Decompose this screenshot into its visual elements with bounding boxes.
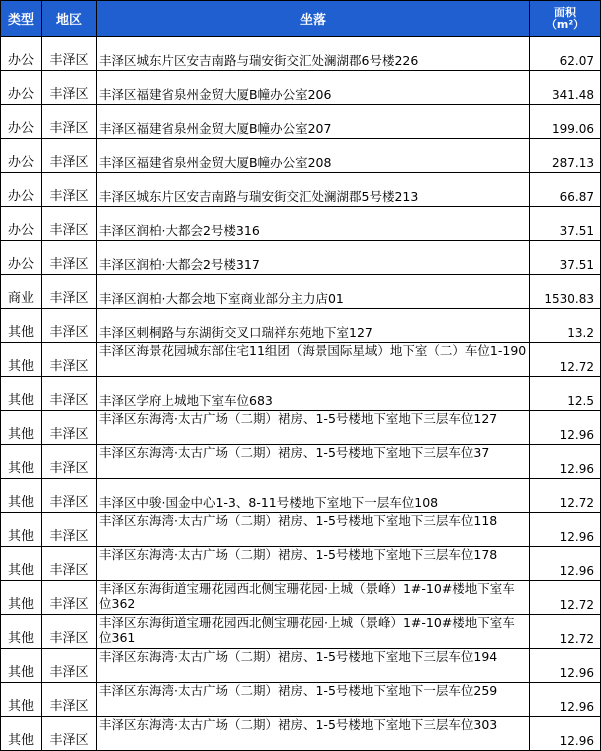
header-row <box>1 1 601 37</box>
cell-district[interactable]: 丰泽区 <box>42 649 97 683</box>
cell-type[interactable]: 其他 <box>1 717 42 751</box>
cell-location[interactable]: 丰泽区东海街道宝珊花园西北侧宝珊花园·上城（景峰）1#-10#楼地下室车位361 <box>97 615 530 649</box>
cell-type[interactable]: 其他 <box>1 683 42 717</box>
cell-type[interactable]: 办公 <box>1 71 42 105</box>
table-row <box>1 649 601 683</box>
table-row <box>1 173 601 207</box>
cell-area[interactable]: 12.72 <box>530 581 601 615</box>
cell-location[interactable]: 丰泽区润柏·大都会2号楼316 <box>97 207 530 241</box>
cell-location[interactable]: 丰泽区东海湾·太古广场（二期）裙房、1-5号楼地下室地下三层车位37 <box>97 445 530 479</box>
cell-district[interactable]: 丰泽区 <box>42 445 97 479</box>
cell-district[interactable]: 丰泽区 <box>42 513 97 547</box>
cell-area[interactable]: 12.96 <box>530 547 601 581</box>
cell-district[interactable]: 丰泽区 <box>42 343 97 377</box>
cell-type[interactable]: 其他 <box>1 615 42 649</box>
cell-area[interactable]: 1530.83 <box>530 275 601 309</box>
cell-location[interactable]: 丰泽区东海街道宝珊花园西北侧宝珊花园·上城（景峰）1#-10#楼地下室车位362 <box>97 581 530 615</box>
cell-location[interactable]: 丰泽区城东片区安吉南路与瑞安街交汇处澜湖郡5号楼213 <box>97 173 530 207</box>
cell-type[interactable]: 其他 <box>1 479 42 513</box>
cell-location[interactable]: 丰泽区东海湾·太古广场（二期）裙房、1-5号楼地下室地下三层车位178 <box>97 547 530 581</box>
cell-district[interactable]: 丰泽区 <box>42 105 97 139</box>
cell-type[interactable]: 办公 <box>1 241 42 275</box>
cell-location[interactable]: 丰泽区中骏·国金中心1-3、8-11号楼地下室地下一层车位108 <box>97 479 530 513</box>
table-row <box>1 547 601 581</box>
cell-area[interactable]: 287.13 <box>530 139 601 173</box>
cell-district[interactable]: 丰泽区 <box>42 309 97 343</box>
cell-area[interactable]: 12.72 <box>530 479 601 513</box>
cell-location[interactable]: 丰泽区东海湾·太古广场（二期）裙房、1-5号楼地下室地下三层车位118 <box>97 513 530 547</box>
cell-location[interactable]: 丰泽区福建省泉州金贸大厦B幢办公室206 <box>97 71 530 105</box>
cell-location[interactable]: 丰泽区刺桐路与东湖街交叉口瑞祥东苑地下室127 <box>97 309 530 343</box>
cell-district[interactable]: 丰泽区 <box>42 479 97 513</box>
cell-location[interactable]: 丰泽区润柏·大都会2号楼317 <box>97 241 530 275</box>
cell-area[interactable]: 12.96 <box>530 649 601 683</box>
cell-district[interactable]: 丰泽区 <box>42 207 97 241</box>
table-row <box>1 207 601 241</box>
cell-area[interactable]: 12.72 <box>530 615 601 649</box>
table-row <box>1 71 601 105</box>
table-row <box>1 615 601 649</box>
table-row <box>1 411 601 445</box>
cell-area[interactable]: 12.96 <box>530 445 601 479</box>
header-area-unit: （m²） <box>545 17 585 31</box>
cell-district[interactable]: 丰泽区 <box>42 275 97 309</box>
cell-type[interactable]: 其他 <box>1 513 42 547</box>
table-body <box>1 37 601 751</box>
cell-district[interactable]: 丰泽区 <box>42 683 97 717</box>
cell-type[interactable]: 其他 <box>1 343 42 377</box>
table-row <box>1 445 601 479</box>
cell-type[interactable]: 其他 <box>1 649 42 683</box>
cell-district[interactable]: 丰泽区 <box>42 71 97 105</box>
cell-area[interactable]: 37.51 <box>530 241 601 275</box>
table-row <box>1 37 601 71</box>
table-row <box>1 581 601 615</box>
cell-district[interactable]: 丰泽区 <box>42 241 97 275</box>
cell-type[interactable]: 其他 <box>1 445 42 479</box>
table-row <box>1 343 601 377</box>
cell-type[interactable]: 办公 <box>1 207 42 241</box>
cell-type[interactable]: 其他 <box>1 377 42 411</box>
cell-type[interactable]: 办公 <box>1 139 42 173</box>
table-header <box>1 1 601 37</box>
cell-district[interactable]: 丰泽区 <box>42 547 97 581</box>
cell-area[interactable]: 37.51 <box>530 207 601 241</box>
cell-area[interactable]: 199.06 <box>530 105 601 139</box>
header-area-label: 面积 <box>554 5 576 19</box>
cell-location[interactable]: 丰泽区海景花园城东部住宅11组团（海景国际星域）地下室（二）车位1-190 <box>97 343 530 377</box>
cell-area[interactable]: 12.96 <box>530 683 601 717</box>
cell-district[interactable]: 丰泽区 <box>42 37 97 71</box>
header-type: 类型 <box>1 1 42 37</box>
cell-district[interactable]: 丰泽区 <box>42 717 97 751</box>
cell-district[interactable]: 丰泽区 <box>42 173 97 207</box>
cell-area[interactable]: 66.87 <box>530 173 601 207</box>
table-row <box>1 105 601 139</box>
cell-location[interactable]: 丰泽区学府上城地下室车位683 <box>97 377 530 411</box>
cell-type[interactable]: 其他 <box>1 411 42 445</box>
cell-location[interactable]: 丰泽区东海湾·太古广场（二期）裙房、1-5号楼地下室地下一层车位259 <box>97 683 530 717</box>
table-row <box>1 241 601 275</box>
cell-type[interactable]: 其他 <box>1 309 42 343</box>
table-row <box>1 309 601 343</box>
cell-area[interactable]: 13.2 <box>530 309 601 343</box>
cell-district[interactable]: 丰泽区 <box>42 139 97 173</box>
cell-type[interactable]: 办公 <box>1 173 42 207</box>
table-row <box>1 275 601 309</box>
table-row <box>1 683 601 717</box>
header-location: 坐落 <box>97 1 530 37</box>
header-area <box>530 1 601 37</box>
table-row <box>1 479 601 513</box>
cell-district[interactable]: 丰泽区 <box>42 411 97 445</box>
cell-location[interactable]: 丰泽区东海湾·太古广场（二期）裙房、1-5号楼地下室地下三层车位303 <box>97 717 530 751</box>
table-row <box>1 717 601 751</box>
cell-area[interactable]: 12.96 <box>530 411 601 445</box>
cell-district[interactable]: 丰泽区 <box>42 581 97 615</box>
header-district: 地区 <box>42 1 97 37</box>
cell-type[interactable]: 办公 <box>1 37 42 71</box>
table-row <box>1 513 601 547</box>
cell-type[interactable]: 其他 <box>1 581 42 615</box>
cell-type[interactable]: 其他 <box>1 547 42 581</box>
cell-location[interactable]: 丰泽区东海湾·太古广场（二期）裙房、1-5号楼地下室地下三层车位127 <box>97 411 530 445</box>
cell-location[interactable]: 丰泽区福建省泉州金贸大厦B幢办公室207 <box>97 105 530 139</box>
cell-area[interactable]: 62.07 <box>530 37 601 71</box>
cell-district[interactable]: 丰泽区 <box>42 615 97 649</box>
cell-location[interactable]: 丰泽区福建省泉州金贸大厦B幢办公室208 <box>97 139 530 173</box>
cell-location[interactable]: 丰泽区城东片区安吉南路与瑞安街交汇处澜湖郡6号楼226 <box>97 37 530 71</box>
cell-area[interactable]: 12.96 <box>530 513 601 547</box>
cell-location[interactable]: 丰泽区东海湾·太古广场（二期）裙房、1-5号楼地下室地下三层车位194 <box>97 649 530 683</box>
cell-location[interactable]: 丰泽区润柏·大都会地下室商业部分主力店01 <box>97 275 530 309</box>
cell-district[interactable]: 丰泽区 <box>42 377 97 411</box>
cell-type[interactable]: 商业 <box>1 275 42 309</box>
cell-area[interactable]: 12.72 <box>530 343 601 377</box>
cell-area[interactable]: 12.96 <box>530 717 601 751</box>
cell-area[interactable]: 12.5 <box>530 377 601 411</box>
table-row <box>1 377 601 411</box>
cell-area[interactable]: 341.48 <box>530 71 601 105</box>
table-row <box>1 139 601 173</box>
cell-type[interactable]: 办公 <box>1 105 42 139</box>
